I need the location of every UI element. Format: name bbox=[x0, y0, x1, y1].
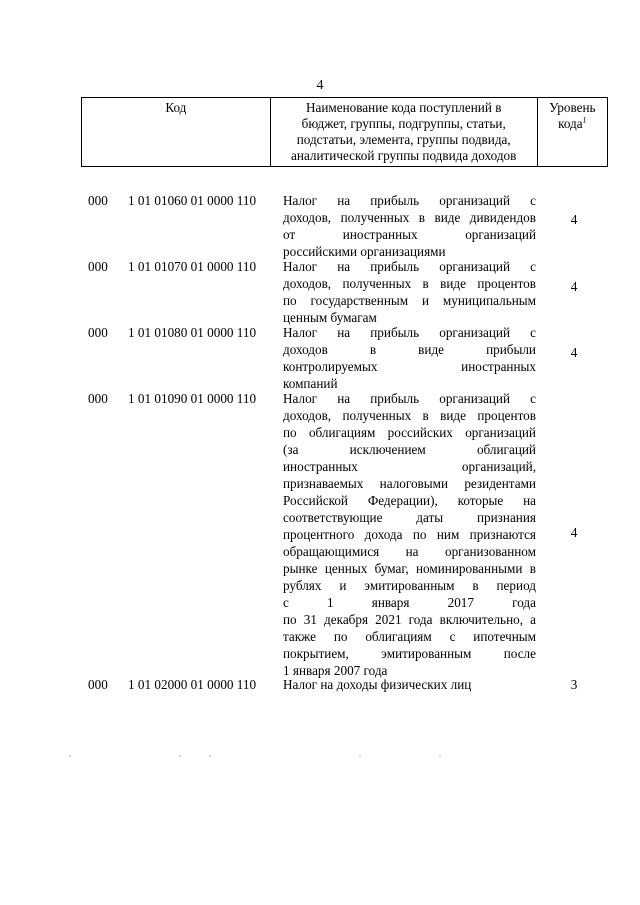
description-line: процентного дохода по ним признаются bbox=[283, 527, 536, 542]
description-line: (за исключением облигаций bbox=[283, 442, 536, 457]
income-description bbox=[283, 258, 536, 326]
description-line: доходов, полученных в виде дивидендов bbox=[283, 210, 536, 225]
header-name-line: подстатьи, элемента, группы подвида, bbox=[296, 132, 511, 147]
description-line: компаний bbox=[283, 376, 338, 391]
income-code: 1 01 01070 01 0000 110 bbox=[128, 259, 257, 274]
income-code: 1 01 02000 01 0000 110 bbox=[128, 677, 257, 692]
admin-code: 000 bbox=[88, 325, 108, 340]
admin-code: 000 bbox=[88, 391, 108, 406]
description-line: доходов в виде прибыли bbox=[283, 342, 536, 357]
description-line: Налог на прибыль организаций с bbox=[283, 259, 536, 274]
description-line: соответствующие даты признания bbox=[283, 510, 536, 525]
description-line: также по облигациям с ипотечным bbox=[283, 629, 536, 644]
description-line: иностранных организаций, bbox=[283, 459, 536, 474]
description-line: доходов, полученных в виде процентов bbox=[283, 408, 536, 423]
income-description bbox=[283, 324, 536, 392]
header-level-footnote: 1 bbox=[582, 115, 587, 125]
description-line: обращающимися на организованном bbox=[283, 544, 536, 559]
code-level: 4 bbox=[570, 345, 578, 360]
description-line: Налог на прибыль организаций с bbox=[283, 391, 536, 406]
header-name-line: бюджет, группы, подгруппы, статьи, bbox=[301, 116, 506, 131]
description-line: контролируемых иностранных bbox=[283, 359, 536, 374]
description-line: признаваемых налоговыми резидентами bbox=[283, 476, 536, 491]
description-line: по 31 декабря 2021 года включительно, а bbox=[283, 612, 536, 627]
page-number: 4 bbox=[316, 78, 324, 93]
admin-code: 000 bbox=[88, 193, 108, 208]
code-level: 3 bbox=[570, 677, 578, 692]
income-code: 1 01 01090 01 0000 110 bbox=[128, 391, 257, 406]
description-line: доходов, полученных в виде процентов bbox=[283, 276, 536, 291]
description-line: Налог на прибыль организаций с bbox=[283, 193, 536, 208]
code-level: 4 bbox=[570, 525, 578, 540]
income-description bbox=[283, 390, 536, 679]
table-header bbox=[81, 97, 608, 167]
header-level-line2: кода bbox=[558, 116, 583, 131]
description-line: Налог на доходы физических лиц bbox=[283, 677, 472, 692]
scan-noise-dots bbox=[60, 754, 580, 758]
header-code bbox=[82, 98, 271, 167]
description-line: ценным бумагам bbox=[283, 310, 377, 325]
description-line: по облигациям российских организаций bbox=[283, 425, 536, 440]
header-code-label: Код bbox=[165, 100, 187, 115]
admin-code: 000 bbox=[88, 677, 108, 692]
code-level: 4 bbox=[570, 279, 578, 294]
description-line: рынке ценных бумаг, номинированными в bbox=[283, 561, 536, 576]
income-description bbox=[283, 676, 536, 693]
income-description bbox=[283, 192, 536, 260]
description-line: Налог на прибыль организаций с bbox=[283, 325, 536, 340]
description-line: по государственным и муниципальным bbox=[283, 293, 536, 308]
description-line: российскими организациями bbox=[283, 244, 446, 259]
header-name-line: аналитической группы подвида доходов bbox=[291, 148, 517, 163]
admin-code: 000 bbox=[88, 259, 108, 274]
description-line: рублях и эмитированным в период bbox=[283, 578, 536, 593]
description-line: от иностранных организаций bbox=[283, 227, 536, 242]
header-level-line1: Уровень bbox=[549, 100, 596, 115]
header-level bbox=[537, 98, 607, 167]
description-line: с 1 января 2017 года bbox=[283, 595, 536, 610]
description-line: покрытием, эмитированным после bbox=[283, 646, 536, 661]
header-name-line: Наименование кода поступлений в bbox=[305, 100, 502, 115]
income-code: 1 01 01060 01 0000 110 bbox=[128, 193, 257, 208]
description-line: Российской Федерации), которые на bbox=[283, 493, 536, 508]
income-code: 1 01 01080 01 0000 110 bbox=[128, 325, 257, 340]
code-level: 4 bbox=[570, 212, 578, 227]
header-name bbox=[270, 98, 537, 167]
description-line: 1 января 2007 года bbox=[283, 663, 388, 678]
